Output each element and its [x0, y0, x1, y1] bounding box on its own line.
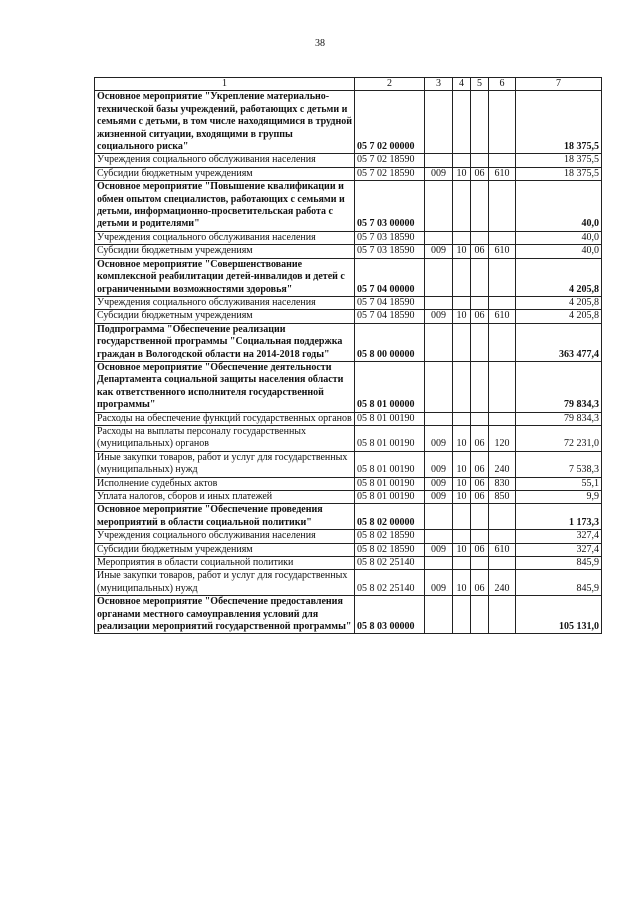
header-cell: 3: [425, 78, 453, 91]
table-row: [95, 477, 602, 490]
row-section-cell: 10: [453, 543, 471, 556]
header-cell: 6: [489, 78, 516, 91]
table-row: [95, 596, 602, 634]
table-body: [95, 78, 602, 634]
header-cell: 2: [355, 78, 425, 91]
row-ministry-cell: 009: [425, 167, 453, 180]
row-amount-cell: 18 375,5: [516, 167, 602, 180]
row-name-cell: Учреждения социального обслуживания населения: [95, 296, 355, 309]
row-subsection-cell: 06: [471, 167, 489, 180]
row-ministry-cell: [425, 412, 453, 425]
row-name-cell: Субсидии бюджетным учреждениям: [95, 245, 355, 258]
row-ministry-cell: 009: [425, 477, 453, 490]
row-name-cell: Мероприятия в области социальной политики: [95, 557, 355, 570]
row-subsection-cell: [471, 154, 489, 167]
row-expense-type-cell: 610: [489, 167, 516, 180]
row-subsection-cell: [471, 258, 489, 296]
row-amount-cell: 845,9: [516, 557, 602, 570]
row-amount-cell: 105 131,0: [516, 596, 602, 634]
row-name-cell: Основное мероприятие "Совершенствование комплексной реабилитации детей-инвалидов и детей с ограниченными возможностями здоровья": [95, 258, 355, 296]
row-subsection-cell: [471, 412, 489, 425]
row-name-cell: Основное мероприятие "Повышение квалификации и обмен опытом специалистов, работающих с семьями и детьми, информационно-просветительская работа с детьми и родителями": [95, 181, 355, 232]
table-row: [95, 323, 602, 361]
row-subsection-cell: 06: [471, 451, 489, 477]
row-code-cell: 05 8 01 00190: [355, 477, 425, 490]
row-name-cell: Основное мероприятие "Укрепление материально-технической базы учреждений, работающих с детьми и семьями с детьми, в том числе находящимися в трудной жизненной ситуации, входящими в группы социального риска": [95, 91, 355, 154]
row-subsection-cell: 06: [471, 543, 489, 556]
table-row: [95, 296, 602, 309]
row-name-cell: Субсидии бюджетным учреждениям: [95, 310, 355, 323]
row-section-cell: [453, 154, 471, 167]
row-subsection-cell: [471, 361, 489, 412]
table-row: [95, 412, 602, 425]
row-name-cell: Подпрограмма "Обеспечение реализации государственной программы "Социальная поддержка граждан в Вологодской области на 2014-2018 годы": [95, 323, 355, 361]
row-amount-cell: 4 205,8: [516, 310, 602, 323]
row-amount-cell: 9,9: [516, 491, 602, 504]
row-section-cell: [453, 91, 471, 154]
table-row: [95, 91, 602, 154]
header-cell: 5: [471, 78, 489, 91]
row-amount-cell: 18 375,5: [516, 154, 602, 167]
row-expense-type-cell: 610: [489, 310, 516, 323]
row-code-cell: 05 8 03 00000: [355, 596, 425, 634]
row-code-cell: 05 7 02 18590: [355, 154, 425, 167]
row-expense-type-cell: 120: [489, 425, 516, 451]
row-amount-cell: 4 205,8: [516, 258, 602, 296]
row-ministry-cell: 009: [425, 310, 453, 323]
row-section-cell: [453, 557, 471, 570]
row-ministry-cell: [425, 361, 453, 412]
row-subsection-cell: [471, 596, 489, 634]
row-section-cell: [453, 258, 471, 296]
row-code-cell: 05 8 01 00190: [355, 425, 425, 451]
row-ministry-cell: 009: [425, 451, 453, 477]
row-expense-type-cell: [489, 181, 516, 232]
table-row: [95, 258, 602, 296]
row-subsection-cell: 06: [471, 491, 489, 504]
row-subsection-cell: [471, 557, 489, 570]
row-ministry-cell: 009: [425, 491, 453, 504]
row-subsection-cell: 06: [471, 477, 489, 490]
table-row: [95, 154, 602, 167]
page-number: 38: [315, 38, 325, 49]
header-cell: 7: [516, 78, 602, 91]
row-code-cell: 05 7 03 18590: [355, 245, 425, 258]
table-row: [95, 557, 602, 570]
row-amount-cell: 327,4: [516, 543, 602, 556]
row-code-cell: 05 8 01 00190: [355, 491, 425, 504]
row-expense-type-cell: 850: [489, 491, 516, 504]
row-section-cell: 10: [453, 310, 471, 323]
row-code-cell: 05 8 02 00000: [355, 504, 425, 530]
row-amount-cell: 55,1: [516, 477, 602, 490]
row-section-cell: [453, 361, 471, 412]
row-ministry-cell: [425, 323, 453, 361]
row-ministry-cell: 009: [425, 543, 453, 556]
header-cell: 1: [95, 78, 355, 91]
header-row: [95, 78, 602, 91]
row-section-cell: [453, 504, 471, 530]
row-expense-type-cell: [489, 91, 516, 154]
row-subsection-cell: 06: [471, 425, 489, 451]
row-section-cell: 10: [453, 491, 471, 504]
table-row: [95, 181, 602, 232]
row-subsection-cell: [471, 91, 489, 154]
row-expense-type-cell: 610: [489, 543, 516, 556]
table-row: [95, 504, 602, 530]
row-code-cell: 05 8 02 25140: [355, 557, 425, 570]
row-amount-cell: 7 538,3: [516, 451, 602, 477]
row-amount-cell: 363 477,4: [516, 323, 602, 361]
row-code-cell: 05 8 02 25140: [355, 570, 425, 596]
row-section-cell: [453, 181, 471, 232]
row-section-cell: 10: [453, 570, 471, 596]
row-ministry-cell: [425, 91, 453, 154]
row-expense-type-cell: [489, 530, 516, 543]
row-ministry-cell: [425, 154, 453, 167]
row-ministry-cell: 009: [425, 570, 453, 596]
row-expense-type-cell: 830: [489, 477, 516, 490]
row-name-cell: Учреждения социального обслуживания населения: [95, 530, 355, 543]
row-expense-type-cell: [489, 231, 516, 244]
row-name-cell: Иные закупки товаров, работ и услуг для государственных (муниципальных) нужд: [95, 451, 355, 477]
row-subsection-cell: [471, 323, 489, 361]
row-subsection-cell: [471, 504, 489, 530]
row-amount-cell: 4 205,8: [516, 296, 602, 309]
row-code-cell: 05 8 02 18590: [355, 543, 425, 556]
row-code-cell: 05 7 02 00000: [355, 91, 425, 154]
row-expense-type-cell: [489, 361, 516, 412]
row-section-cell: [453, 323, 471, 361]
row-code-cell: 05 8 00 00000: [355, 323, 425, 361]
row-subsection-cell: [471, 181, 489, 232]
row-name-cell: Учреждения социального обслуживания населения: [95, 154, 355, 167]
row-code-cell: 05 8 01 00190: [355, 412, 425, 425]
row-ministry-cell: 009: [425, 245, 453, 258]
row-amount-cell: 40,0: [516, 245, 602, 258]
row-amount-cell: 40,0: [516, 181, 602, 232]
budget-table: [94, 77, 602, 634]
row-code-cell: 05 8 02 18590: [355, 530, 425, 543]
row-expense-type-cell: 240: [489, 570, 516, 596]
row-amount-cell: 72 231,0: [516, 425, 602, 451]
row-ministry-cell: [425, 557, 453, 570]
header-cell: 4: [453, 78, 471, 91]
row-subsection-cell: 06: [471, 245, 489, 258]
row-expense-type-cell: [489, 154, 516, 167]
row-section-cell: [453, 530, 471, 543]
row-code-cell: 05 7 02 18590: [355, 167, 425, 180]
row-ministry-cell: [425, 296, 453, 309]
row-code-cell: 05 7 03 18590: [355, 231, 425, 244]
row-section-cell: 10: [453, 477, 471, 490]
row-code-cell: 05 8 01 00190: [355, 451, 425, 477]
row-expense-type-cell: [489, 504, 516, 530]
row-amount-cell: 79 834,3: [516, 412, 602, 425]
row-section-cell: 10: [453, 425, 471, 451]
row-amount-cell: 327,4: [516, 530, 602, 543]
table-row: [95, 530, 602, 543]
row-code-cell: 05 7 04 18590: [355, 310, 425, 323]
row-name-cell: Учреждения социального обслуживания населения: [95, 231, 355, 244]
row-name-cell: Субсидии бюджетным учреждениям: [95, 543, 355, 556]
table-row: [95, 361, 602, 412]
row-code-cell: 05 7 03 00000: [355, 181, 425, 232]
row-section-cell: [453, 231, 471, 244]
row-subsection-cell: [471, 530, 489, 543]
row-name-cell: Основное мероприятие "Обеспечение предоставления органами местного самоуправления условий для реализации мероприятий государственной программы": [95, 596, 355, 634]
row-ministry-cell: [425, 258, 453, 296]
row-expense-type-cell: [489, 596, 516, 634]
row-amount-cell: 79 834,3: [516, 361, 602, 412]
row-name-cell: Основное мероприятие "Обеспечение деятельности Департамента социальной защиты населения области как ответственного исполнителя государственной программы": [95, 361, 355, 412]
row-section-cell: 10: [453, 167, 471, 180]
row-amount-cell: 845,9: [516, 570, 602, 596]
row-name-cell: Иные закупки товаров, работ и услуг для государственных (муниципальных) нужд: [95, 570, 355, 596]
table-row: [95, 425, 602, 451]
row-section-cell: 10: [453, 245, 471, 258]
table-row: [95, 570, 602, 596]
row-name-cell: Уплата налогов, сборов и иных платежей: [95, 491, 355, 504]
row-section-cell: 10: [453, 451, 471, 477]
row-name-cell: Расходы на выплаты персоналу государственных (муниципальных) органов: [95, 425, 355, 451]
table-row: [95, 231, 602, 244]
row-subsection-cell: 06: [471, 310, 489, 323]
row-name-cell: Субсидии бюджетным учреждениям: [95, 167, 355, 180]
row-amount-cell: 40,0: [516, 231, 602, 244]
row-expense-type-cell: [489, 412, 516, 425]
row-subsection-cell: 06: [471, 570, 489, 596]
row-ministry-cell: [425, 181, 453, 232]
table-row: [95, 543, 602, 556]
row-section-cell: [453, 296, 471, 309]
row-expense-type-cell: [489, 323, 516, 361]
row-section-cell: [453, 412, 471, 425]
row-code-cell: 05 7 04 00000: [355, 258, 425, 296]
row-subsection-cell: [471, 296, 489, 309]
row-section-cell: [453, 596, 471, 634]
row-expense-type-cell: [489, 258, 516, 296]
row-expense-type-cell: 610: [489, 245, 516, 258]
row-amount-cell: 1 173,3: [516, 504, 602, 530]
row-name-cell: Основное мероприятие "Обеспечение проведения мероприятий в области социальной политики": [95, 504, 355, 530]
row-ministry-cell: [425, 596, 453, 634]
row-expense-type-cell: [489, 296, 516, 309]
row-expense-type-cell: 240: [489, 451, 516, 477]
row-ministry-cell: 009: [425, 425, 453, 451]
table-row: [95, 245, 602, 258]
row-code-cell: 05 7 04 18590: [355, 296, 425, 309]
row-name-cell: Расходы на обеспечение функций государственных органов: [95, 412, 355, 425]
table-row: [95, 167, 602, 180]
row-code-cell: 05 8 01 00000: [355, 361, 425, 412]
row-expense-type-cell: [489, 557, 516, 570]
row-ministry-cell: [425, 231, 453, 244]
table-row: [95, 491, 602, 504]
table-row: [95, 451, 602, 477]
row-amount-cell: 18 375,5: [516, 91, 602, 154]
row-ministry-cell: [425, 504, 453, 530]
row-ministry-cell: [425, 530, 453, 543]
row-name-cell: Исполнение судебных актов: [95, 477, 355, 490]
table-row: [95, 310, 602, 323]
row-subsection-cell: [471, 231, 489, 244]
